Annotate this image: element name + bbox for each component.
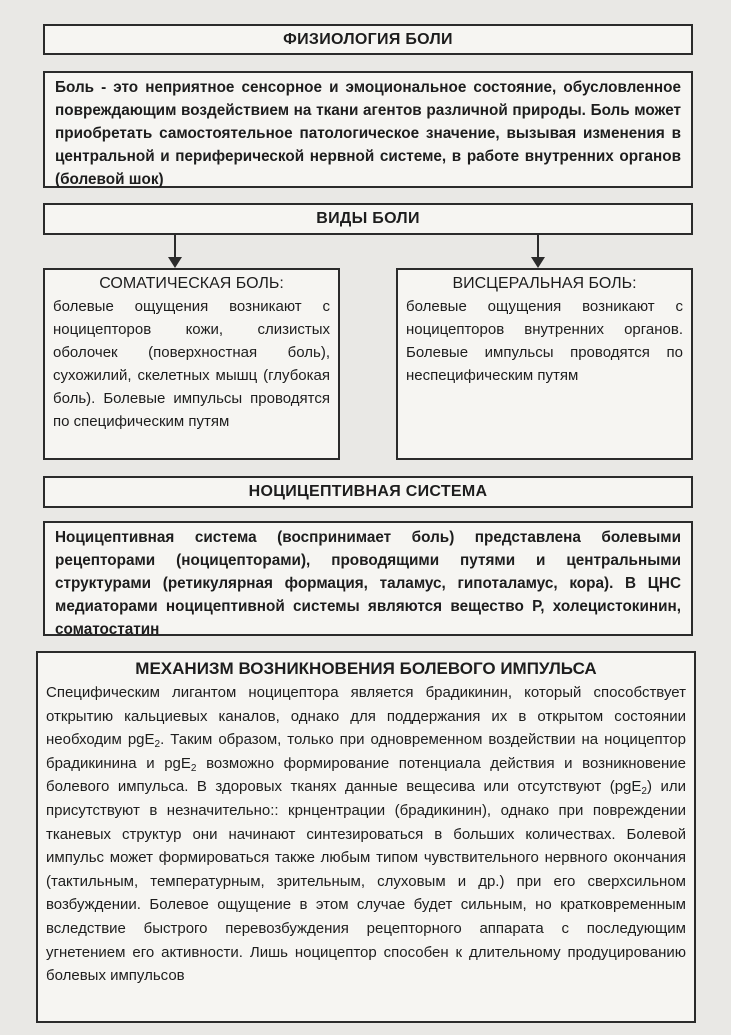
nociceptive-title: НОЦИЦЕПТИВНАЯ СИСТЕМА <box>248 483 488 500</box>
mechanism-text <box>46 681 686 988</box>
mechanism-text-part4: ) или присутствуют в незначительно:: крнцентрации (брадикинин), однако при повреждении тканевых структур они начинают синтезироваться в больших количествах. Болевой импульс может формироваться также любым типом чувствительного нервного окончания (тактильным, температурным, зрительным, слуховым и др.) при его сверхсильном возбуждении. Болевое ощущение в этом случае будет сильным, но кратковременным вследствие быстрого перевозбуждения рецепторного аппарата с последующим угнетением его активности. Лишь ноцицептор способен к длительному продуцированию болевых импульсов <box>46 778 686 985</box>
types-title-box <box>43 203 693 235</box>
subscript-2b: 2 <box>190 762 197 774</box>
definition-text: Боль - это неприятное сенсорное и эмоциональное состояние, обусловленное повреждающим воздействием на ткани агентов различной природы. Боль может приобретать самостоятельное патологическое значение, вызывая изменения в центральной и периферической нервной системе, в работе внутренних органов (болевой шок) <box>55 79 681 188</box>
somatic-pain-box <box>43 268 340 460</box>
nociceptive-text: Ноцицептивная система (воспринимает боль) представлена болевыми рецепторами (ноцицепторами), проводящими путями и центральными структурами (ретикулярная формация, таламус, гипоталамус, кора). В ЦНС медиаторами ноцицептивной системы являются вещество Р, холецистокинин, соматостатин <box>55 529 681 638</box>
mechanism-title: МЕХАНИЗМ ВОЗНИКНОВЕНИЯ БОЛЕВОГО ИМПУЛЬСА <box>135 659 597 678</box>
visceral-pain-text: болевые ощущения возникают с ноцицепторов внутренних органов. Болевые импульсы проводятся по неспецифическим путям <box>406 298 683 384</box>
visceral-pain-box <box>396 268 693 460</box>
mechanism-text-part1: Специфическим лигантом ноцицептора является брадикинин, который способствует открытию кальциевых каналов, однако для поддержания их в открытом состоянии необходим pgE <box>46 684 686 749</box>
physiology-title: ФИЗИОЛОГИЯ БОЛИ <box>283 30 453 48</box>
somatic-pain-title: СОМАТИЧЕСКАЯ БОЛЬ: <box>99 275 284 292</box>
mechanism-text-part3: возможно формирование потенциала действия и возникновение болевого импульса. В здоровых тканях данные вещесива или отсутствуют (pgE <box>46 754 687 796</box>
arrow-down-right <box>537 235 539 259</box>
definition-box <box>43 71 693 188</box>
physiology-title-box <box>43 24 693 55</box>
somatic-pain-text: болевые ощущения возникают с ноцицепторов кожи, слизистых оболочек (поверхностная боль), сухожилий, скелетных мышц (глубокая боль). Болевые импульсы проводятся по специфическим путям <box>53 298 330 430</box>
types-title: ВИДЫ БОЛИ <box>316 210 420 227</box>
nociceptive-text-box <box>43 521 693 636</box>
mechanism-box <box>36 651 696 1023</box>
nociceptive-title-box <box>43 476 693 508</box>
subscript-2c: 2 <box>641 786 647 798</box>
subscript-2a: 2 <box>154 739 161 751</box>
arrow-down-left <box>174 235 176 259</box>
mechanism-text-part2: . Таким образом, только при одновременном воздействии на ноцицептор брадикинина и pgE <box>46 731 686 772</box>
visceral-pain-title: ВИСЦЕРАЛЬНАЯ БОЛЬ: <box>452 275 637 292</box>
